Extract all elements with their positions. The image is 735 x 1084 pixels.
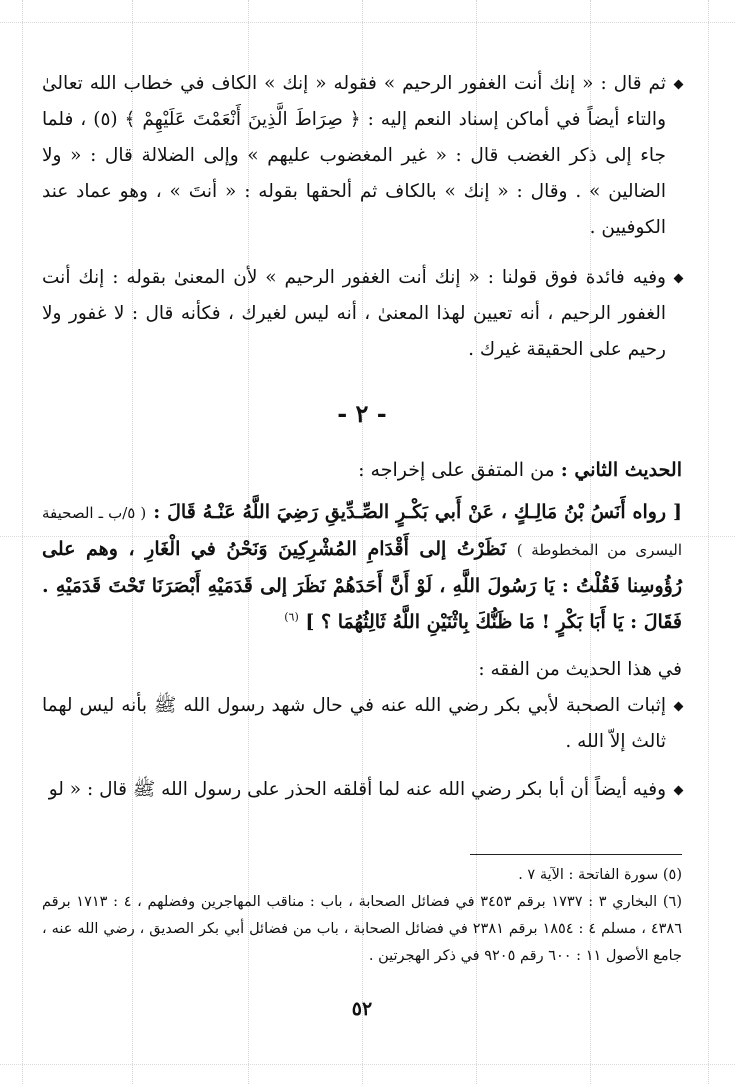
footnote-marker: (٦) xyxy=(284,610,299,624)
guide-line xyxy=(708,0,709,1084)
hadith-part-1: [ رواه أَنَسُ بْنُ مَالِـكٍ ، عَنْ أَبي بَكْـرٍ الصِّـدِّيقِ رَضِيَ اللَّهُ عَنْـهُ قَالَ : xyxy=(153,501,682,523)
footnote-6: (٦) البخاري ٣ : ١٧٣٧ برقم ٣٤٥٣ في فضائل الصحابة ، باب : مناقب المهاجرين وفضلهم ، ٤ : ١٧١٣ برقم ٤٣٨٦ ، مسلم ٤ : ١٨٥٤ برقم ٢٣٨١ في فضائل الصحابة ، باب من فضائل أبي بكر الصديق ، رضي الله عنه ، جامع الأصول ١١ : ٦٠٠ رقم ٩٢٠٥ في ذكر الهجرتين . xyxy=(42,894,682,964)
manuscript-note: ( ٥/ب ـ الصحيفة اليسرى من المخطوطة ) xyxy=(42,504,682,559)
guide-line xyxy=(22,0,23,1084)
fiqh-bullet-1: إثبات الصحبة لأبي بكر رضي الله عنه في حال شهد رسول الله ﷺ بأنه ليس لهما ثالث إلاّ الله . xyxy=(42,688,682,760)
guide-line xyxy=(0,22,735,23)
hadith-text xyxy=(42,494,682,640)
page-number: ٥٢ xyxy=(351,998,373,1020)
hadith-heading-lead: الحديث الثاني : xyxy=(560,459,682,481)
footnotes xyxy=(42,862,682,970)
fiqh-intro: في هذا الحديث من الفقه : xyxy=(478,659,682,680)
footnote-5: (٥) سورة الفاتحة : الآية ٧ . xyxy=(518,867,682,883)
section-number: - ٢ - xyxy=(337,399,387,428)
hadith-heading xyxy=(42,452,682,488)
footnote-divider xyxy=(470,854,682,855)
guide-line xyxy=(0,1064,735,1065)
page-content xyxy=(42,66,682,1020)
paragraph-2: وفيه فائدة فوق قولنا : « إنك أنت الغفور الرحيم » لأن المعنىٰ بقوله : إنك أنت الغفور الرحيم ، أنه تعيين لهذا المعنىٰ ، أنه ليس لغيرك ، فكأنه قال : لا غفور ولا رحيم على الحقيقة غيرك . xyxy=(42,260,682,368)
fiqh-bullet-2: وفيه أيضاً أن أبا بكر رضي الله عنه لما أقلقه الحذر على رسول الله ﷺ قال : « لو xyxy=(42,772,682,808)
hadith-part-2: نَظَرْتُ إلى أَقْدَامِ المُشْرِكِينَ وَنَحْنُ في الْغَارِ ، وهم على رُؤُوسِنا فَقُلْتُ : يَا رَسُولَ اللَّهِ ، لَوْ أَنَّ أَحَدَهُمْ نَظَرَ إلى قَدَمَيْهِ أَبْصَرَنَا تَحْتَ قَدَمَيْهِ . فَقَالَ : يَا أَبَا بَكْرٍ ! مَا ظَنُّكَ بِاثْنَيْنِ اللَّهُ ثَالِثُهُمَا ؟ ] xyxy=(42,538,682,633)
hadith-heading-rest: من المتفق على إخراجه : xyxy=(358,459,555,481)
paragraph-1: ثم قال : « إنك أنت الغفور الرحيم » فقوله « إنك » الكاف في خطاب الله تعالىٰ والتاء أيضاً في أماكن إسناد النعم إليه : ﴿ صِرَاطَ الَّذِينَ أَنْعَمْتَ عَلَيْهِمْ ﴾ (٥) ، فلما جاء إلى ذكر الغضب قال : « غير المغضوب عليهم » وإلى الضلالة قال : « ولا الضالين » . وقال : « إنك » بالكاف ثم ألحقها بقوله : « أنتَ » ، وهو عماد عند الكوفيين . xyxy=(42,66,682,246)
